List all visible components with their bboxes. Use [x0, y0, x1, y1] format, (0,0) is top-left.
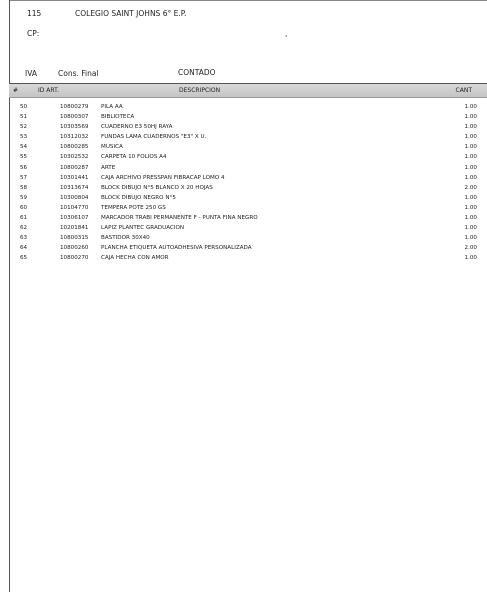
table-row: [9, 223, 487, 233]
row-number: 61: [20, 215, 28, 222]
iva-label: IVA: [25, 69, 37, 78]
customer-code: 115: [27, 9, 42, 18]
table-row: [9, 243, 487, 253]
row-description: TEMPERA POTE 250 GS: [101, 204, 166, 211]
row-description: CARPETA 10 FOLIOS A4: [101, 154, 167, 161]
row-article-id: 10104770: [60, 204, 89, 211]
row-quantity: 1.00: [464, 104, 477, 110]
row-article-id: 10800285: [60, 144, 89, 151]
table-row: [9, 183, 487, 193]
row-number: 63: [20, 235, 28, 242]
row-description: BLOCK DIBUJO N°5 BLANCO X 20 HOJAS: [101, 184, 213, 191]
row-description: BLOCK DIBUJO NEGRO N°5: [101, 194, 176, 201]
customer-name: COLEGIO SAINT JOHNS 6° E.P.: [75, 9, 187, 18]
table-row: [9, 193, 487, 203]
address-separator: ,: [285, 29, 288, 38]
row-description: CAJA ARCHIVO PRESSPAN FIBRACAP LOMO 4: [101, 174, 225, 181]
row-description: FUNDAS LAMA CUADERNOS "E3" X U.: [101, 134, 207, 141]
table-row: [9, 163, 487, 173]
row-article-id: 10300804: [60, 194, 89, 201]
row-number: 65: [20, 255, 28, 262]
row-quantity: 1.00: [464, 134, 477, 141]
row-number: 58: [20, 184, 28, 191]
row-article-id: 10313674: [60, 184, 89, 191]
table-row: [9, 152, 487, 162]
row-description: BIBLIOTECA: [101, 114, 135, 121]
row-quantity: 1.00: [464, 225, 477, 232]
row-number: 56: [20, 164, 28, 171]
row-quantity: 1.00: [464, 144, 477, 151]
table-row: [9, 142, 487, 152]
row-quantity: 1.00: [464, 194, 477, 201]
table-row: [9, 203, 487, 213]
row-article-id: 10303569: [60, 124, 89, 131]
column-header-description: DESCRIPCION: [179, 87, 221, 94]
row-description: BASTIDOR 30X40: [101, 235, 150, 242]
row-number: 64: [20, 245, 28, 252]
column-header-quantity: CANT: [455, 87, 472, 94]
column-header-number: #: [13, 87, 19, 94]
row-quantity: 1.00: [464, 124, 477, 131]
row-description: CUADERNO E3 50HJ RAYA: [101, 124, 173, 131]
row-quantity: 1.00: [464, 215, 477, 222]
row-article-id: 10800287: [60, 164, 89, 171]
row-article-id: 10301441: [60, 174, 89, 181]
row-article-id: 10800307: [60, 114, 89, 121]
row-article-id: 10302532: [60, 154, 89, 161]
table-row: [9, 233, 487, 243]
row-quantity: 2.00: [464, 184, 477, 191]
row-quantity: 2.00: [464, 245, 477, 252]
row-description: LAPIZ PLANTEC GRADUACION: [101, 225, 185, 232]
row-article-id: 10800270: [60, 255, 89, 262]
row-article-id: 10201841: [60, 225, 89, 232]
row-number: 55: [20, 154, 28, 161]
postal-code-label: CP:: [27, 29, 40, 38]
row-number: 57: [20, 174, 28, 181]
tax-condition: Cons. Final: [58, 69, 99, 78]
row-article-id: 10306107: [60, 215, 89, 222]
row-article-id: 10312032: [60, 134, 89, 141]
row-quantity: 1.00: [464, 255, 477, 262]
table-row: [9, 132, 487, 142]
table-row: [9, 112, 487, 122]
table-header: [9, 83, 487, 98]
table-row: [9, 213, 487, 223]
row-number: 51: [20, 114, 28, 121]
table-row: [9, 173, 487, 183]
row-description: MUSICA: [101, 144, 123, 151]
row-number: 62: [20, 225, 28, 232]
row-quantity: 1.00: [464, 154, 477, 161]
table-row: [9, 102, 487, 112]
row-number: 53: [20, 134, 28, 141]
row-number: 54: [20, 144, 28, 151]
page-top-border: [9, 0, 487, 1]
row-quantity: 1.00: [464, 204, 477, 211]
row-number: 50: [20, 104, 28, 110]
row-description: MARCADOR TRABI PERMANENTE F - PUNTA FINA NEGRO: [101, 215, 258, 222]
row-article-id: 10800279: [60, 104, 89, 110]
payment-method: CONTADO: [178, 68, 216, 77]
row-quantity: 1.00: [464, 174, 477, 181]
table-row: [9, 122, 487, 132]
row-number: 52: [20, 124, 28, 131]
row-quantity: 1.00: [464, 114, 477, 121]
row-article-id: 10800260: [60, 245, 89, 252]
row-quantity: 1.00: [464, 235, 477, 242]
row-description: CAJA HECHA CON AMOR: [101, 255, 169, 262]
row-description: PILA AA: [101, 104, 123, 110]
row-number: 60: [20, 204, 28, 211]
table-row: [9, 253, 487, 263]
row-number: 59: [20, 194, 28, 201]
row-description: PLANCHA ETIQUETA AUTOADHESIVA PERSONALIZADA: [101, 245, 252, 252]
row-article-id: 10800315: [60, 235, 89, 242]
column-header-id: ID ART.: [38, 87, 59, 94]
row-description: ARTE: [101, 164, 116, 171]
row-quantity: 1.00: [464, 164, 477, 171]
items-table: [9, 102, 487, 264]
